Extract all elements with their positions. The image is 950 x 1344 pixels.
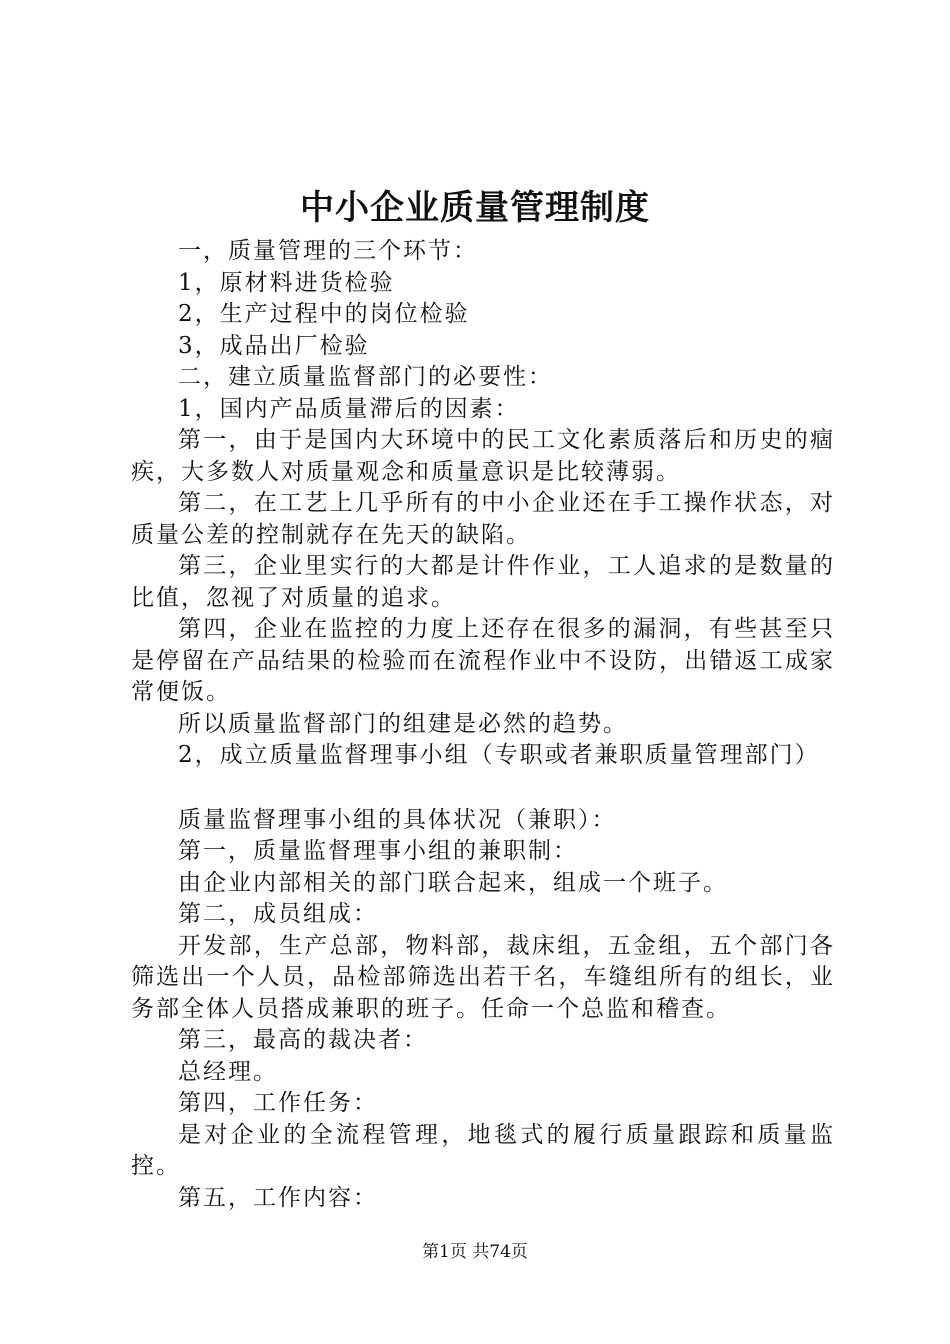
paragraph: 2，生产过程中的岗位检验 bbox=[178, 301, 470, 327]
paragraph: 质量监督理事小组的具体状况（兼职）： bbox=[178, 806, 617, 833]
paragraph: 第五，工作内容： bbox=[178, 1184, 378, 1211]
document-title: 中小企业质量管理制度 bbox=[300, 188, 650, 228]
page-footer: 第1页 共74页 bbox=[422, 1242, 528, 1262]
paragraph: 1，原材料进货检验 bbox=[178, 269, 395, 296]
paragraph: 是对企业的全流程管理，地毯式的履行质量跟踪和质量监控。 bbox=[131, 1121, 835, 1179]
paragraph: 第二，在工艺上几乎所有的中小企业还在手工操作状态，对质量公差的控制就存在先天的缺陷。 bbox=[131, 490, 835, 548]
paragraph: 2，成立质量监督理事小组（专职或者兼职质量管理部门） bbox=[178, 742, 820, 768]
document-body bbox=[131, 236, 835, 1214]
paragraph: 二，建立质量监督部门的必要性： bbox=[178, 364, 553, 390]
paragraph: 第二，成员组成： bbox=[178, 901, 378, 927]
blank-line bbox=[131, 772, 835, 805]
paragraph: 所以质量监督部门的组建是必然的趋势。 bbox=[178, 710, 628, 737]
paragraph: 第四，工作任务： bbox=[178, 1090, 378, 1116]
paragraph: 第四，企业在监控的力度上还存在很多的漏洞，有些甚至只是停留在产品结果的检验而在流程作业中不设防，出错返工成家常便饭。 bbox=[131, 616, 835, 705]
paragraph: 1，国内产品质量滞后的因素： bbox=[178, 395, 520, 422]
paragraph: 一，质量管理的三个环节： bbox=[178, 238, 478, 264]
paragraph: 由企业内部相关的部门联合起来，组成一个班子。 bbox=[178, 869, 728, 896]
paragraph: 开发部，生产总部，物料部，裁床组，五金组，五个部门各筛选出一个人员，品检部筛选出若干名，车缝组所有的组长，业务部全体人员搭成兼职的班子。任命一个总监和稽查。 bbox=[131, 932, 835, 1022]
paragraph: 第三，企业里实行的大都是计件作业，工人追求的是数量的比值，忽视了对质量的追求。 bbox=[131, 553, 835, 611]
paragraph: 第一，由于是国内大环境中的民工文化素质落后和历史的痼疾，大多数人对质量观念和质量意识是比较薄弱。 bbox=[131, 427, 835, 485]
paragraph: 总经理。 bbox=[178, 1058, 278, 1085]
paragraph: 3，成品出厂检验 bbox=[178, 332, 370, 359]
paragraph: 第三，最高的裁决者： bbox=[178, 1027, 428, 1053]
paragraph: 第一，质量监督理事小组的兼职制： bbox=[178, 838, 578, 864]
